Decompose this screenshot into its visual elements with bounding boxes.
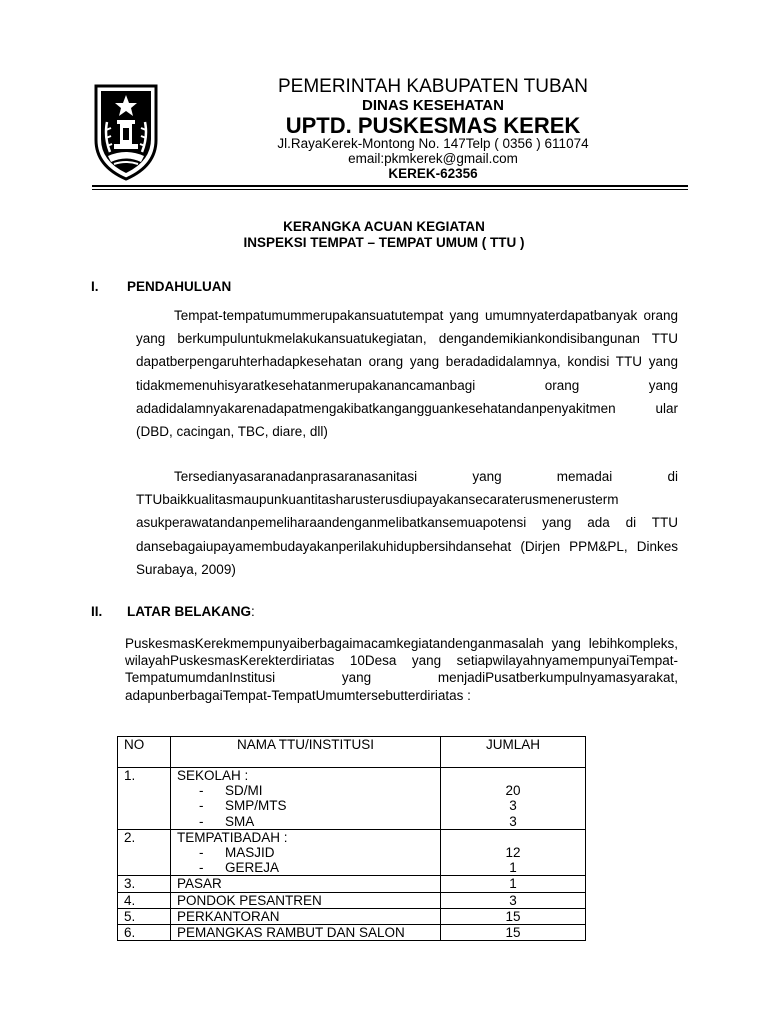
jawa-timur-emblem-logo (92, 82, 160, 182)
unit-name: UPTD. PUSKESMAS KEREK (285, 113, 581, 138)
row-no: 6. (118, 925, 171, 941)
row-name: PASAR (171, 876, 441, 892)
section-2-heading-wrap (127, 604, 255, 619)
row-no: 1. (118, 768, 171, 830)
row-count: 3 (441, 892, 586, 908)
header-no: NO (118, 737, 171, 768)
postcode-line: KEREK-62356 (388, 166, 478, 181)
letterhead-divider-thick (92, 185, 688, 187)
sub-item: - GEREJA (199, 860, 280, 876)
group-name: SEKOLAH : (177, 768, 249, 783)
row-name (171, 768, 441, 830)
sub-count: 3 (509, 813, 517, 829)
sub-count: 1 (509, 860, 517, 876)
section-2-paragraph: PuskesmasKerekmempunyaiberbagaimacamkegiatandenganmasalah yang lebihkompleks, wilayahPuskesmasKerekterdiriatas 10Desa yang setiapwilayahnyamempunyaiTempat-TempatumumdanInstitusi yang menjadiPusatberkumpulnyamasyarakat, adapunberbagaiTempat-TempatUmumtersebutterdiriatas : (125, 636, 678, 703)
row-count (441, 768, 586, 830)
section-2-heading: LATAR BELAKANG (127, 604, 251, 619)
section-1-paragraph-2: Tersedianyasaranadanprasaranasanitasi yang memadai di TTUbaikkualitasmaupunkuantitasharusterusdiupayakansecaraterusmenerusterm asukperawatandanpemeliharaandenganmelibatkansemuapotensi yang ada di TTU dansebagaiupayamembudayakanperilakuhidupbersihdansehat (Dirjen PPM&PL, Dinkes Surabaya, 2009) (136, 469, 678, 577)
row-count: 15 (441, 925, 586, 941)
header-count: JUMLAH (441, 737, 586, 768)
header-name: NAMA TTU/INSTITUSI (171, 737, 441, 768)
email-line: email:pkmkerek@gmail.com (348, 151, 518, 166)
row-name: PERKANTORAN (171, 908, 441, 924)
row-name: PONDOK PESANTREN (171, 892, 441, 908)
document-subtitle: INSPEKSI TEMPAT – TEMPAT UMUM ( TTU ) (243, 235, 525, 250)
row-name (171, 829, 441, 876)
section-1-heading: PENDAHULUAN (127, 279, 232, 294)
government-name: PEMERINTAH KABUPATEN TUBAN (277, 76, 589, 97)
table-row (118, 768, 586, 830)
row-count: 1 (441, 876, 586, 892)
section-2-colon: : (251, 604, 255, 619)
table-row (118, 892, 586, 908)
row-no: 2. (118, 829, 171, 876)
section-2-number: II. (91, 604, 103, 619)
row-no: 3. (118, 876, 171, 892)
sub-count: 3 (509, 798, 517, 814)
row-name: PEMANGKAS RAMBUT DAN SALON (171, 925, 441, 941)
ttu-table (117, 736, 586, 941)
group-name: TEMPATIBADAH : (177, 829, 288, 845)
letterhead-divider-thin (92, 189, 688, 190)
row-no: 4. (118, 892, 171, 908)
department-name: DINAS KESEHATAN (362, 97, 504, 114)
section-1-number: I. (91, 279, 99, 294)
row-count (441, 829, 586, 876)
sub-item: - SMA (199, 813, 255, 829)
table-row (118, 925, 586, 941)
address-line: Jl.RayaKerek-Montong No. 147Telp ( 0356 ) 611074 (277, 136, 589, 151)
sub-count: 20 (505, 783, 521, 799)
table-row (118, 829, 586, 876)
section-1-paragraph-1: Tempat-tempatumummerupakansuatutempat yang umumnyaterdapatbanyak orang yang berkumpuluntukmelakukansuatukegiatan, dengandemikiankondisibangunan TTU dapatberpengaruhterhadapkesehatan orang yang beradadidalamnya, kondisi TTU yang tidakmemenuhisyaratkesehatanmerupakanancamanbagi orang yang adadidalamnyakarenadapatmengakibatkangangguankesehatandanpenyakitmen ular (DBD, cacingan, TBC, diare, dll) (136, 308, 678, 440)
table-header-row (118, 737, 586, 768)
sub-item: - SD/MI (199, 783, 263, 799)
table-row (118, 876, 586, 892)
sub-count: 12 (505, 845, 521, 861)
row-no: 5. (118, 908, 171, 924)
sub-item: - SMP/MTS (199, 798, 287, 814)
document-title: KERANGKA ACUAN KEGIATAN (283, 219, 485, 234)
table-row (118, 908, 586, 924)
row-count: 15 (441, 908, 586, 924)
sub-item: - MASJID (199, 845, 275, 861)
